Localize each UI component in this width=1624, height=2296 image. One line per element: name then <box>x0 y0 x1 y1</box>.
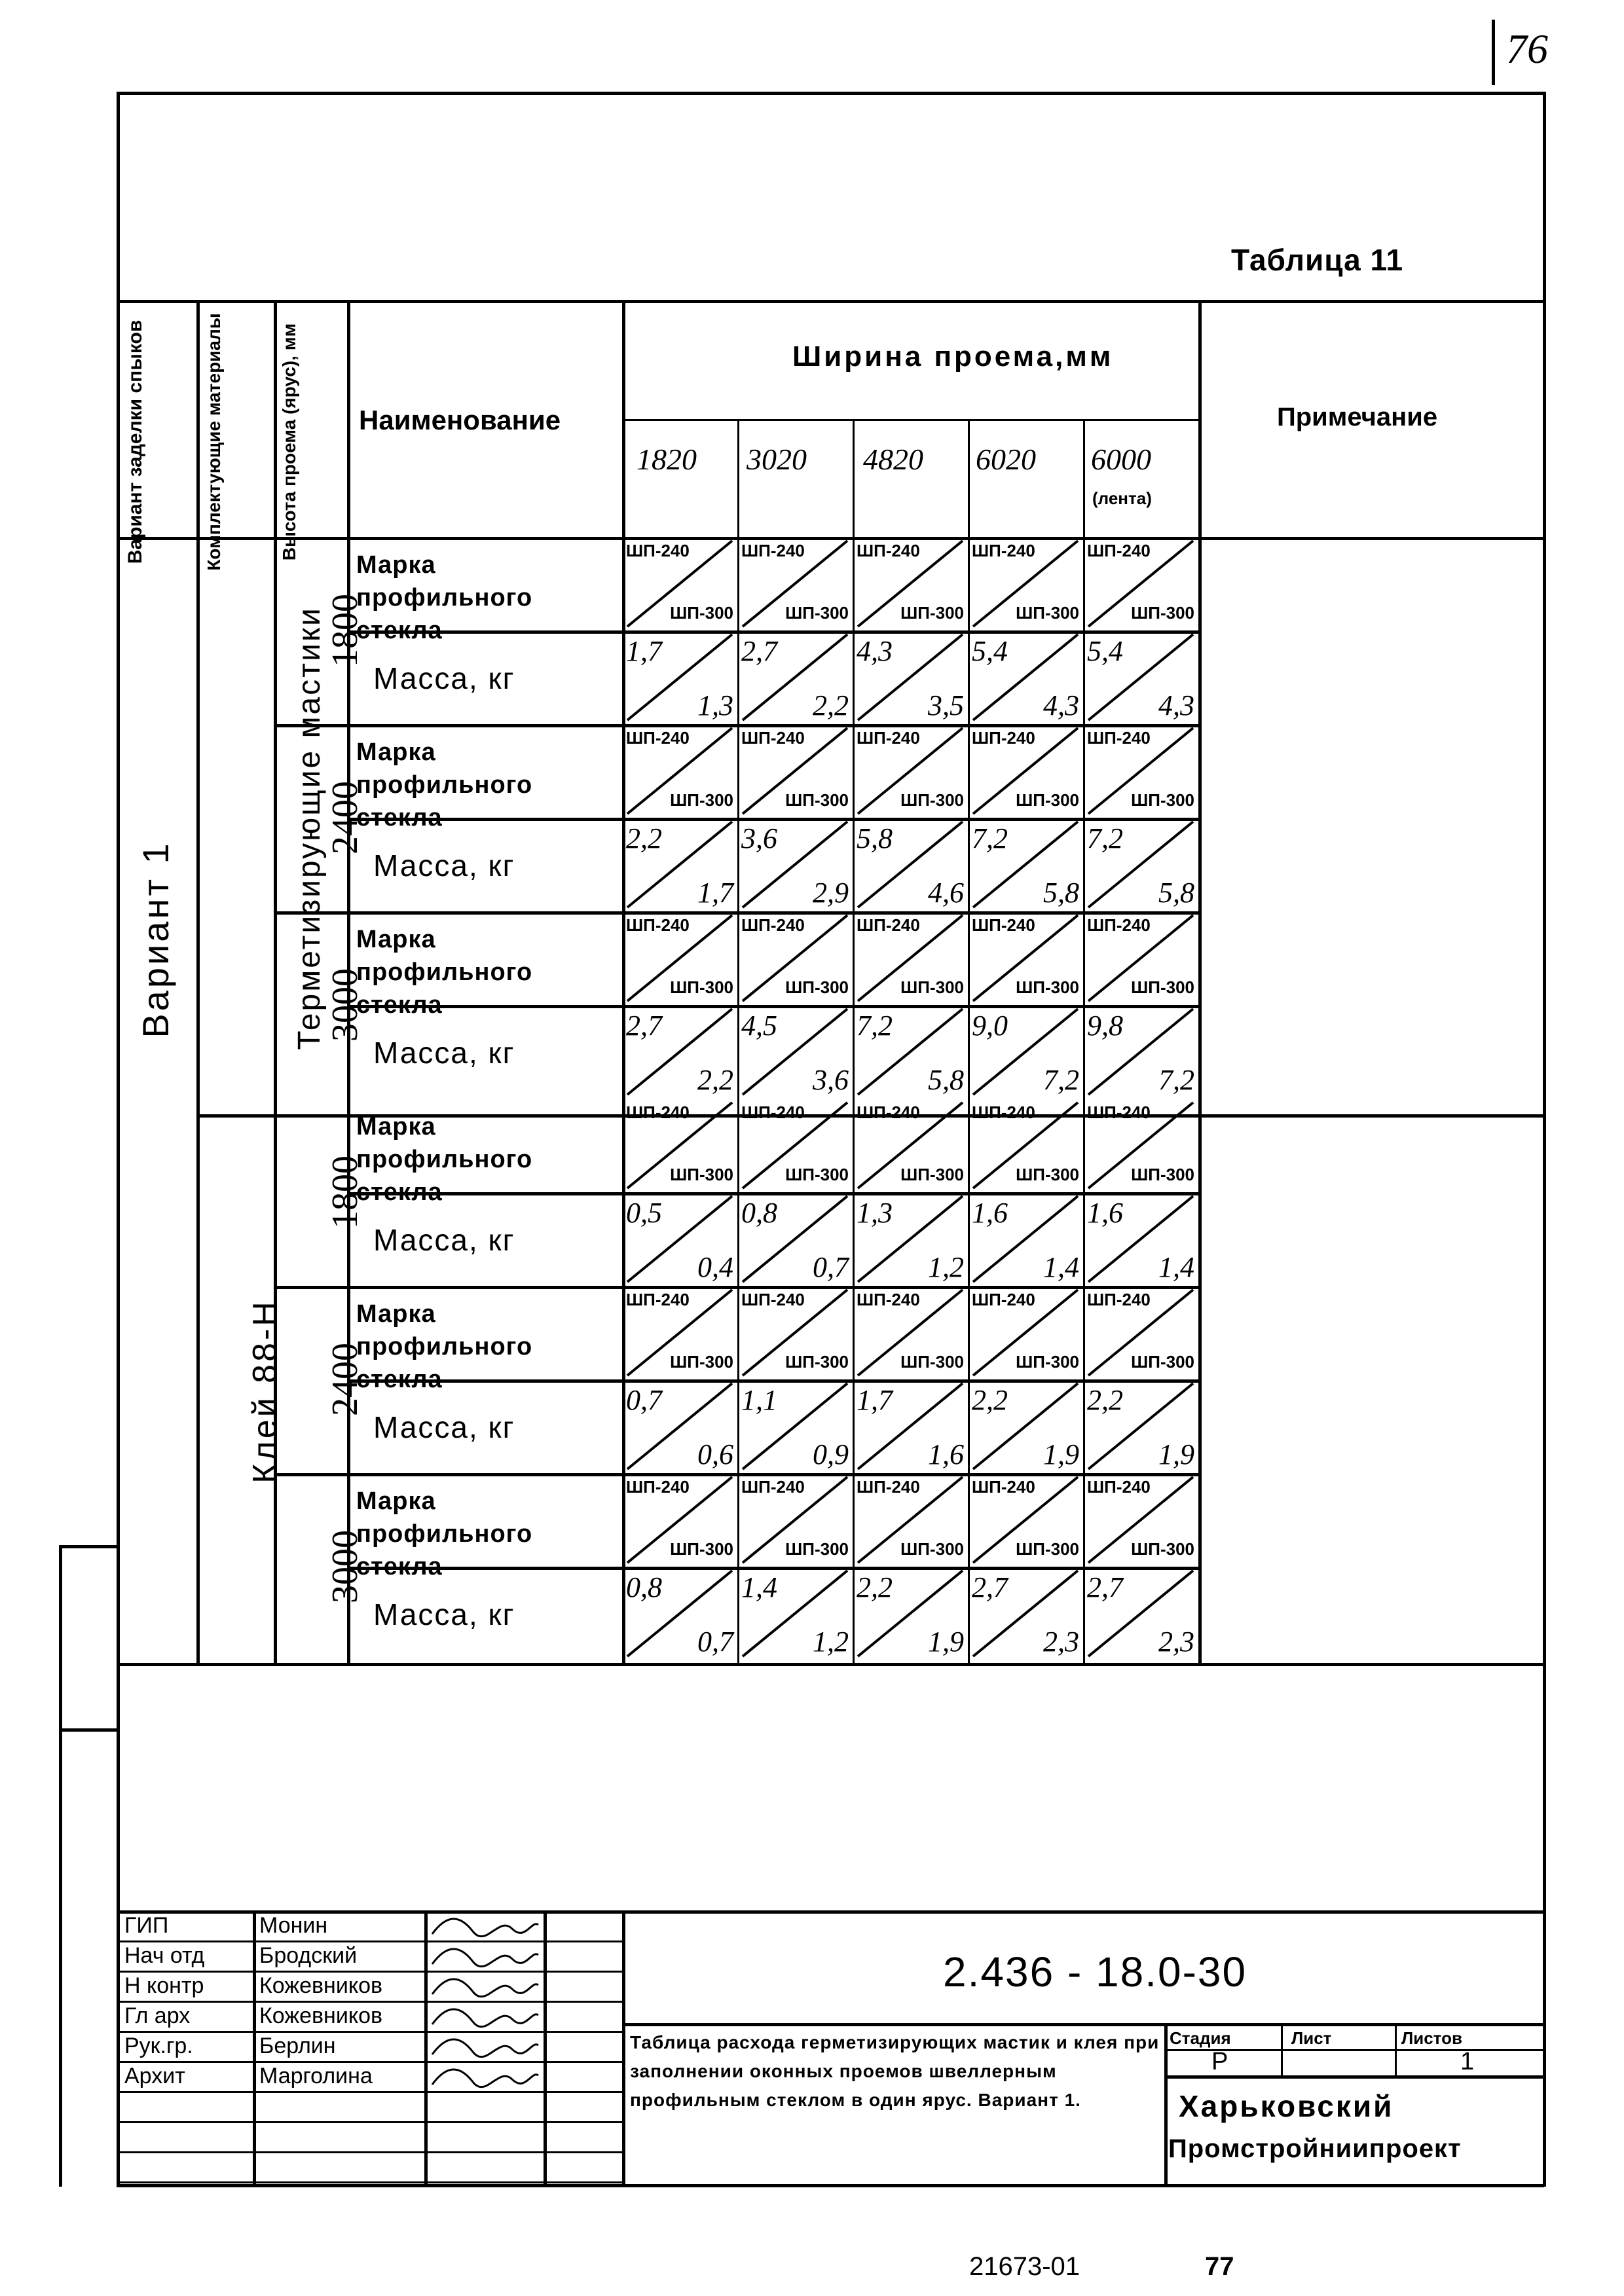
massa-value-top: 7,2 <box>857 1010 893 1042</box>
massa-value-top: 2,7 <box>626 1010 662 1042</box>
titleblock-role: Архит <box>124 2064 185 2088</box>
titleblock-row-line <box>117 2001 622 2003</box>
marka-label: Марка профильного стекла <box>356 738 533 831</box>
massa-value-top: 2,2 <box>1087 1384 1123 1416</box>
massa-value-top: 7,2 <box>1087 822 1123 854</box>
marka-value-top: ШП-240 <box>1087 1102 1151 1122</box>
titleblock-role: ГИП <box>124 1913 169 1938</box>
marka-value-bottom: ШП-300 <box>785 977 849 997</box>
massa-label: Масса, кг <box>373 661 515 695</box>
frame-top <box>117 92 1544 95</box>
massa-value-bottom: 1,6 <box>928 1438 964 1470</box>
width-sub-header-line <box>622 419 1198 421</box>
document-code: 2.436 - 18.0-30 <box>943 1948 1247 1995</box>
signature-image <box>427 1941 542 1971</box>
massa-value-top: 2,7 <box>741 635 777 667</box>
massa-value-bottom: 2,2 <box>697 1064 733 1096</box>
frame-bottom <box>117 2184 1544 2187</box>
titleblock-role: Рук.гр. <box>124 2033 193 2058</box>
massa-value-bottom: 3,6 <box>813 1064 849 1096</box>
massa-value-top: 9,8 <box>1087 1010 1123 1042</box>
table-top-line <box>117 300 1544 303</box>
header-name: Наименование <box>359 405 561 435</box>
marka-value-top: ШП-240 <box>626 728 690 748</box>
massa-value-bottom: 1,4 <box>1158 1251 1194 1283</box>
massa-value-bottom: 7,2 <box>1043 1064 1079 1096</box>
binding-line-1 <box>59 1545 118 1548</box>
titleblock-name: Марголина <box>259 2064 373 2088</box>
massa-value-top: 1,7 <box>857 1384 893 1416</box>
marka-value-top: ШП-240 <box>741 1477 805 1497</box>
marka-label: Марка профильного стекла <box>356 551 533 644</box>
massa-label: Масса, кг <box>373 1597 515 1631</box>
document-description: Таблица расхода герметизирующих мастик и клея при заполнении оконных проемов швеллерным профильным стеклом в один ярус. Вариант 1. <box>630 2032 1160 2110</box>
sheets-label: Листов <box>1401 2028 1462 2048</box>
signature-stroke <box>432 1919 538 1937</box>
marka-value-top: ШП-240 <box>1087 915 1151 935</box>
marka-value-top: ШП-240 <box>741 728 805 748</box>
marka-value-bottom: ШП-300 <box>1016 790 1079 810</box>
marka-value-top: ШП-240 <box>741 541 805 560</box>
massa-value-top: 1,1 <box>741 1384 777 1416</box>
titleblock-name: Кожевников <box>259 2003 383 2028</box>
marka-value-bottom: ШП-300 <box>670 1539 733 1559</box>
titleblock-col-desc <box>622 1910 625 2185</box>
titleblock-row-line <box>117 2061 622 2063</box>
titleblock-name: Берлин <box>259 2033 336 2058</box>
titleblock-top <box>117 1910 1544 1914</box>
marka-value-top: ШП-240 <box>1087 728 1151 748</box>
titleblock-row-line <box>117 1941 622 1942</box>
massa-value-bottom: 4,3 <box>1043 689 1079 721</box>
massa-value-top: 1,6 <box>1087 1197 1123 1229</box>
marka-value-top: ШП-240 <box>972 728 1035 748</box>
massa-value-bottom: 7,2 <box>1158 1064 1194 1096</box>
sheet-label: Лист <box>1291 2028 1332 2048</box>
massa-value-top: 0,8 <box>626 1571 662 1603</box>
massa-value-top: 1,4 <box>741 1571 777 1603</box>
marka-value-top: ШП-240 <box>626 915 690 935</box>
massa-value-bottom: 1,9 <box>1043 1438 1079 1470</box>
massa-label: Масса, кг <box>373 1036 515 1070</box>
marka-value-bottom: ШП-300 <box>900 1165 964 1184</box>
titleblock-row-line <box>117 1971 622 1973</box>
frame-left <box>117 92 120 2187</box>
massa-value-bottom: 0,4 <box>697 1251 733 1283</box>
massa-value-top: 7,2 <box>972 822 1008 854</box>
marka-value-top: ШП-240 <box>857 1102 920 1122</box>
massa-value-bottom: 0,7 <box>697 1626 733 1658</box>
massa-value-bottom: 5,8 <box>928 1064 964 1096</box>
marka-value-top: ШП-240 <box>857 1290 920 1309</box>
header-width-note: (лента) <box>1092 488 1152 508</box>
signature-stroke <box>432 2009 538 2027</box>
marka-value-bottom: ШП-300 <box>670 1352 733 1372</box>
material-label-2: Клей 88-Н <box>246 1299 284 1484</box>
massa-value-top: 9,0 <box>972 1010 1008 1042</box>
marka-value-top: ШП-240 <box>857 541 920 560</box>
massa-label: Масса, кг <box>373 1223 515 1257</box>
height-label: 2400 <box>325 781 365 854</box>
titleblock-row-line <box>117 2151 622 2153</box>
massa-value-top: 2,2 <box>972 1384 1008 1416</box>
massa-label: Масса, кг <box>373 848 515 883</box>
organization-line-2: Промстройниипроект <box>1168 2134 1462 2163</box>
marka-value-top: ШП-240 <box>1087 1477 1151 1497</box>
titleblock-role: Гл арх <box>124 2003 191 2028</box>
marka-value-bottom: ШП-300 <box>900 1352 964 1372</box>
marka-value-top: ШП-240 <box>857 728 920 748</box>
massa-value-top: 2,7 <box>972 1571 1008 1603</box>
marka-value-bottom: ШП-300 <box>1016 1352 1079 1372</box>
massa-value-bottom: 1,9 <box>928 1626 964 1658</box>
massa-value-top: 0,7 <box>626 1384 662 1416</box>
marka-value-bottom: ШП-300 <box>1016 1165 1079 1184</box>
marka-value-bottom: ШП-300 <box>1016 603 1079 623</box>
massa-value-bottom: 1,2 <box>813 1626 849 1658</box>
height-label: 2400 <box>325 1343 365 1416</box>
massa-value-bottom: 5,8 <box>1158 877 1194 909</box>
marka-value-bottom: ШП-300 <box>785 1539 849 1559</box>
marka-value-top: ШП-240 <box>741 1290 805 1309</box>
marka-value-bottom: ШП-300 <box>785 790 849 810</box>
header-width-5: 6000 <box>1091 443 1151 476</box>
massa-value-top: 2,7 <box>1087 1571 1123 1603</box>
massa-value-bottom: 4,6 <box>928 877 964 909</box>
table-bottom-line <box>117 1663 1544 1666</box>
header-width-group: Ширина проема,мм <box>792 340 1114 373</box>
marka-value-bottom: ШП-300 <box>785 1352 849 1372</box>
marka-value-bottom: ШП-300 <box>1016 1539 1079 1559</box>
binding-line-2 <box>59 1545 62 2187</box>
massa-value-bottom: 4,3 <box>1158 689 1194 721</box>
titleblock-role: Н контр <box>124 1973 204 1998</box>
massa-value-bottom: 2,9 <box>813 877 849 909</box>
marka-value-bottom: ШП-300 <box>1131 977 1194 997</box>
massa-value-bottom: 2,3 <box>1158 1626 1194 1658</box>
massa-value-bottom: 1,2 <box>928 1251 964 1283</box>
signature-stroke <box>432 2069 538 2087</box>
massa-value-bottom: 1,9 <box>1158 1438 1194 1470</box>
marka-value-bottom: ШП-300 <box>1131 603 1194 623</box>
stage-value: Р <box>1211 2048 1228 2075</box>
page-number-divider <box>1492 20 1495 85</box>
signature-stroke <box>432 1979 538 1997</box>
massa-value-bottom: 0,9 <box>813 1438 849 1470</box>
massa-value-top: 2,2 <box>626 822 662 854</box>
table-label: Таблица 11 <box>1231 243 1404 277</box>
titleblock-role: Нач отд <box>124 1943 205 1968</box>
col-line-note <box>1198 300 1202 1663</box>
bottom-page-number: 77 <box>1205 2252 1234 2281</box>
titleblock-name: Монин <box>259 1913 328 1938</box>
marka-value-bottom: ШП-300 <box>900 790 964 810</box>
marka-value-bottom: ШП-300 <box>1131 1165 1194 1184</box>
marka-value-top: ШП-240 <box>1087 1290 1151 1309</box>
signature-stroke <box>432 1949 538 1967</box>
marka-label: Марка профильного стекла <box>356 1487 533 1580</box>
massa-value-bottom: 2,3 <box>1043 1626 1079 1658</box>
massa-value-top: 3,6 <box>741 822 777 854</box>
titleblock-row-line <box>117 2181 622 2183</box>
marka-value-bottom: ШП-300 <box>785 603 849 623</box>
titleblock-code-bottom <box>622 2023 1543 2026</box>
variant-label: Вариант 1 <box>135 841 176 1038</box>
header-height: Высота проема (ярус), мм <box>279 323 299 561</box>
massa-value-bottom: 1,3 <box>697 689 733 721</box>
massa-value-top: 2,2 <box>857 1571 893 1603</box>
massa-value-top: 4,3 <box>857 635 893 667</box>
signature-image <box>427 2061 542 2091</box>
massa-value-top: 4,5 <box>741 1010 777 1042</box>
signature-stroke <box>432 2039 538 2057</box>
titleblock-col-stage <box>1164 2023 1168 2184</box>
header-width-1: 1820 <box>637 443 697 476</box>
marka-value-top: ШП-240 <box>972 1477 1035 1497</box>
signature-image <box>427 2001 542 2031</box>
marka-value-top: ШП-240 <box>626 541 690 560</box>
header-width-4: 6020 <box>976 443 1036 476</box>
massa-value-bottom: 3,5 <box>928 689 964 721</box>
header-variant: Вариант заделки спыков <box>124 319 146 564</box>
massa-value-bottom: 5,8 <box>1043 877 1079 909</box>
marka-value-bottom: ШП-300 <box>900 1539 964 1559</box>
massa-value-top: 0,8 <box>741 1197 777 1229</box>
marka-value-bottom: ШП-300 <box>1131 790 1194 810</box>
marka-value-bottom: ШП-300 <box>670 603 733 623</box>
stage-label: Стадия <box>1170 2028 1231 2048</box>
marka-value-top: ШП-240 <box>1087 541 1151 560</box>
marka-value-top: ШП-240 <box>972 1290 1035 1309</box>
header-materials: Комплектующие материалы <box>204 313 224 571</box>
massa-value-bottom: 2,2 <box>813 689 849 721</box>
titleblock-col-role <box>253 1910 256 2185</box>
titleblock-row-line <box>117 2031 622 2033</box>
massa-value-bottom: 1,4 <box>1043 1251 1079 1283</box>
organization-line-1: Харьковский <box>1179 2089 1394 2123</box>
page-number: 76 <box>1506 26 1548 72</box>
marka-value-bottom: ШП-300 <box>1016 977 1079 997</box>
frame-right <box>1543 92 1546 2187</box>
massa-value-top: 1,7 <box>626 635 662 667</box>
signature-image <box>427 2031 542 2061</box>
massa-value-top: 1,3 <box>857 1197 893 1229</box>
massa-value-bottom: 1,7 <box>697 877 733 909</box>
titleblock-name: Кожевников <box>259 1973 383 1998</box>
height-label: 3000 <box>325 968 365 1042</box>
titleblock-col-sign <box>544 1910 547 2185</box>
header-width-3: 4820 <box>863 443 923 476</box>
header-note: Примечание <box>1277 403 1438 431</box>
height-label: 3000 <box>325 1530 365 1603</box>
marka-value-top: ШП-240 <box>741 1102 805 1122</box>
marka-value-top: ШП-240 <box>972 1102 1035 1122</box>
height-label: 1800 <box>325 594 365 667</box>
marka-value-bottom: ШП-300 <box>900 603 964 623</box>
marka-value-bottom: ШП-300 <box>785 1165 849 1184</box>
signature-image <box>427 1910 542 1941</box>
marka-label: Марка профильного стекла <box>356 1113 533 1206</box>
massa-value-bottom: 0,7 <box>813 1251 849 1283</box>
marka-label: Марка профильного стекла <box>356 1300 533 1393</box>
marka-value-top: ШП-240 <box>972 915 1035 935</box>
massa-value-top: 5,4 <box>972 635 1008 667</box>
marka-value-top: ШП-240 <box>626 1102 690 1122</box>
sheets-value: 1 <box>1460 2048 1475 2075</box>
marka-value-bottom: ШП-300 <box>670 977 733 997</box>
titleblock-row-line <box>117 2121 622 2123</box>
marka-label: Марка профильного стекла <box>356 926 533 1019</box>
header-width-2: 3020 <box>747 443 807 476</box>
massa-value-top: 5,8 <box>857 822 893 854</box>
massa-value-top: 1,6 <box>972 1197 1008 1229</box>
marka-value-top: ШП-240 <box>972 541 1035 560</box>
marka-value-top: ШП-240 <box>857 915 920 935</box>
marka-value-bottom: ШП-300 <box>1131 1539 1194 1559</box>
marka-value-bottom: ШП-300 <box>1131 1352 1194 1372</box>
material-label-1: Терметизирующие мастики <box>292 606 327 1050</box>
massa-label: Масса, кг <box>373 1410 515 1444</box>
marka-value-top: ШП-240 <box>626 1290 690 1309</box>
titleblock-row-line <box>117 2091 622 2093</box>
massa-value-bottom: 0,6 <box>697 1438 733 1470</box>
marka-value-bottom: ШП-300 <box>670 790 733 810</box>
marka-value-top: ШП-240 <box>626 1477 690 1497</box>
massa-value-top: 5,4 <box>1087 635 1123 667</box>
inventory-number: 21673-01 <box>969 2252 1080 2281</box>
titleblock-name: Бродский <box>259 1943 358 1968</box>
marka-value-top: ШП-240 <box>857 1477 920 1497</box>
marka-value-bottom: ШП-300 <box>670 1165 733 1184</box>
binding-line-3 <box>59 1728 118 1732</box>
height-label: 1800 <box>325 1156 365 1229</box>
marka-value-top: ШП-240 <box>741 915 805 935</box>
signature-image <box>427 1971 542 2001</box>
massa-value-top: 0,5 <box>626 1197 662 1229</box>
marka-value-bottom: ШП-300 <box>900 977 964 997</box>
